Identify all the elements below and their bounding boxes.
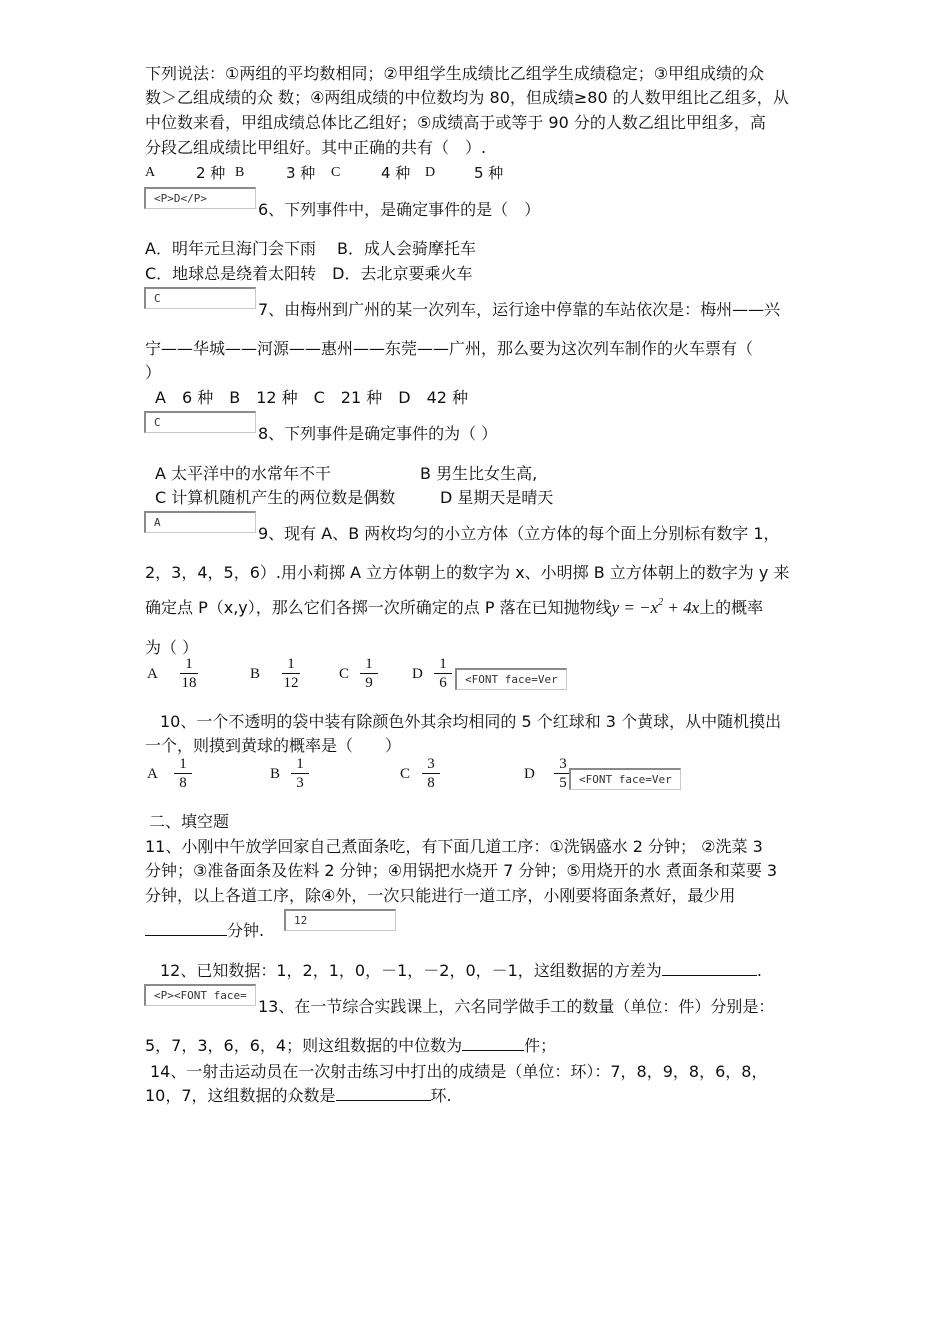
q9-stem-line1: 9、现有 A、B 两枚均匀的小立方体（立方体的每个面上分别标有数字 1， (258, 524, 780, 543)
q5-line3: 中位数来看，甲组成绩总体比乙组好；⑤成绩高于或等于 90 分的人数乙组比甲组多，高 (145, 113, 766, 132)
q10-option-b-fraction (289, 756, 311, 791)
q5-option-a-value: 2 种 (196, 164, 226, 182)
q10-option-c-fraction (420, 756, 442, 791)
q9-option-b-label: B (250, 666, 261, 682)
q7-options: A 6 种 B 12 种 C 21 种 D 42 种 (155, 388, 469, 407)
q10-stem-line1: 10、一个不透明的袋中装有除颜色外其余均相同的 5 个红球和 3 个黄球，从中随机摸出 (160, 712, 782, 731)
q9-d-num: 1 (439, 656, 447, 672)
formula-rest: + 4x (663, 598, 700, 617)
q10-option-a-fraction (172, 756, 194, 791)
q5-option-b-label: B (235, 165, 245, 180)
q10-stem-line2: 一个，则摸到黄球的概率是（ ） (145, 736, 402, 755)
q5-option-c-label: C (331, 165, 341, 180)
q7-stem-line1: 7、由梅州到广州的某一次列车，运行途中停靠的车站依次是：梅州——兴 (258, 300, 781, 319)
q14-blank[interactable] (336, 1086, 431, 1101)
q9-b-den: 12 (283, 675, 299, 691)
q8-option-b: B 男生比女生高, (420, 464, 538, 483)
q9-a-num: 1 (185, 656, 193, 672)
formula-eq: = −x (619, 598, 659, 617)
q11-blank[interactable] (145, 921, 227, 936)
q10-d-num: 3 (559, 756, 567, 772)
q11-line3: 分钟，以上各道工序，除④外，一次只能进行一道工序，小刚要将面条煮好，最少用 (145, 886, 736, 905)
q13-stem-line2-text: 5，7，3，6，6，4；则这组数据的中位数为 (145, 1036, 463, 1055)
q5-line4: 分段乙组成绩比甲组好。其中正确的共有（ ）. (145, 138, 487, 157)
q14-line2-text: 10，7，这组数据的众数是 (145, 1086, 336, 1105)
q9-stem-line3 (145, 593, 763, 618)
q9-option-d-label: D (412, 666, 423, 682)
q13-stem-line2 (145, 1036, 556, 1056)
q8-answer-box[interactable]: A (144, 511, 256, 533)
q12-stem (160, 961, 762, 981)
q14-line1: 14、一射击运动员在一次射击练习中打出的成绩是（单位：环）：7，8，9，8，6，8， (150, 1062, 768, 1081)
q13-blank[interactable] (462, 1036, 524, 1051)
q10-b-num: 1 (296, 756, 304, 772)
q10-a-den: 8 (179, 775, 187, 791)
q9-d-den: 6 (439, 675, 447, 691)
q9-c-den: 9 (365, 675, 373, 691)
formula-y: y (611, 598, 620, 617)
q9-option-b-fraction (280, 656, 302, 691)
q5-line2: 数＞乙组成绩的众 数；④两组成绩的中位数均为 80，但成绩≥80 的人数甲组比乙组多，从 (145, 88, 789, 107)
q12-blank[interactable] (662, 961, 757, 976)
q13-stem-line1: 13、在一节综合实践课上，六名同学做手工的数量（单位：件）分别是： (258, 997, 775, 1016)
q9-stem-line3-text: 确定点 P（x,y），那么它们各掷一次所确定的点 P 落在已知抛物线 (145, 598, 612, 617)
q10-option-b-label: B (270, 766, 281, 782)
q10-c-num: 3 (427, 756, 435, 772)
parabola-formula (612, 598, 700, 617)
q6-answer-box[interactable]: C (144, 287, 256, 309)
q9-option-a-label: A (147, 666, 158, 682)
q11-line2: 分钟；③准备面条及佐料 2 分钟；④用锅把水烧开 7 分钟；⑤用烧开的水 煮面条和菜要 3 (145, 861, 778, 880)
q8-option-c: C 计算机随机产生的两位数是偶数 (155, 488, 396, 507)
q10-option-d-label: D (524, 766, 535, 782)
q12-answer-box[interactable]: <P><FONT face= (144, 984, 256, 1006)
q9-stem-line4: 为（ ） (145, 638, 199, 657)
q7-stem-line2: 宁——华城——河源——惠州——东莞——广州，那么要为这次列车制作的火车票有（ (145, 339, 754, 358)
section-title: 二、填空题 (149, 812, 230, 831)
q6-options-row2: C．地球总是绕着太阳转 D．去北京要乘火车 (145, 264, 473, 283)
q8-option-d: D 星期天是晴天 (440, 488, 554, 507)
q5-option-c-value: 4 种 (381, 164, 411, 182)
q12-stem-text: 12、已知数据：1，2，1，0，－1，－2，0，－1，这组数据的方差为 (160, 961, 662, 980)
q9-option-c-fraction (358, 656, 380, 691)
q10-c-den: 8 (427, 775, 435, 791)
q9-answer-box[interactable]: <FONT face=Ver (455, 668, 567, 690)
q9-option-d-fraction (432, 656, 454, 691)
q9-option-a-fraction (178, 656, 200, 691)
q8-option-a: A 太平洋中的水常年不干 (155, 464, 332, 483)
q6-options-row1: A．明年元旦海门会下雨 B．成人会骑摩托车 (145, 239, 477, 258)
q5-option-d-label: D (425, 165, 436, 180)
q11-answer-box[interactable]: 12 (284, 909, 396, 931)
q10-a-num: 1 (179, 756, 187, 772)
q5-option-d-value: 5 种 (474, 164, 504, 182)
q13-stem-line2-end: 件； (524, 1036, 557, 1055)
q5-option-a-label: A (145, 165, 156, 180)
q12-stem-end: . (756, 961, 762, 980)
q9-a-den: 18 (181, 675, 197, 691)
q9-stem-line2: 2，3，4，5，6）.用小莉掷 A 立方体朝上的数字为 x、小明掷 B 立方体朝上的数字为 y 来 (145, 563, 790, 582)
q9-b-num: 1 (287, 656, 295, 672)
q9-option-c-label: C (339, 666, 350, 682)
q10-option-c-label: C (400, 766, 411, 782)
q10-d-den: 5 (559, 775, 567, 791)
q7-stem-line3: ） (145, 363, 162, 382)
q14-line2 (145, 1086, 452, 1106)
formula-sup: 2 (658, 597, 664, 608)
q14-line2-end: 环. (430, 1086, 452, 1105)
q10-b-den: 3 (296, 775, 304, 791)
q9-c-num: 1 (365, 656, 373, 672)
q7-answer-box[interactable]: C (144, 411, 256, 433)
q10-option-a-label: A (147, 766, 158, 782)
q6-stem: 6、下列事件中，是确定事件的是（ ） (258, 200, 541, 219)
q10-answer-box[interactable]: <FONT face=Ver (569, 768, 681, 790)
q11-line1: 11、小刚中午放学回家自己煮面条吃，有下面几道工序：①洗锅盛水 2 分钟； ②洗菜 3 (145, 837, 763, 856)
q9-stem-line3-end: 上的概率 (699, 598, 764, 617)
q5-option-b-value: 3 种 (286, 164, 316, 182)
q5-answer-box[interactable]: <P>D</P> (144, 187, 256, 209)
q11-line4-text: 分钟. (227, 921, 265, 940)
q5-line1: 下列说法：①两组的平均数相同；②甲组学生成绩比乙组学生成绩稳定；③甲组成绩的众 (145, 64, 765, 83)
q8-stem: 8、下列事件是确定事件的为（ ） (258, 424, 498, 443)
q11-line4 (145, 921, 264, 941)
